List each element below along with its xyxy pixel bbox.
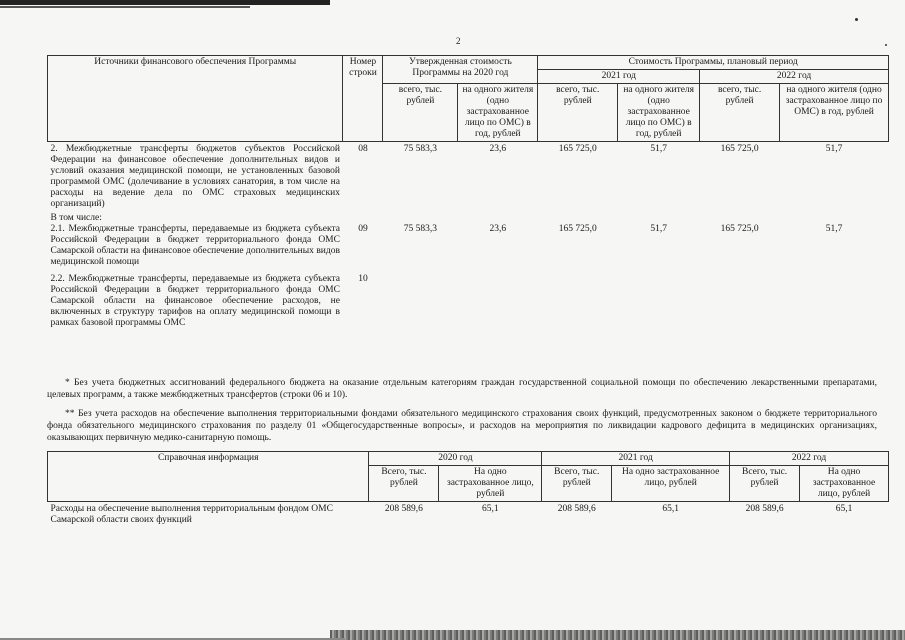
header-per-capita-2021: на одного жителя (одно застрахованное лицо по ОМС) в год, рублей: [618, 84, 700, 142]
cell-value: [538, 269, 618, 330]
header-total-2020: всего, тыс. рублей: [383, 84, 458, 142]
cell-value: 51,7: [825, 144, 843, 154]
header-total-2021: всего, тыс. рублей: [538, 84, 618, 142]
header-total-2022: всего, тыс. рублей: [700, 84, 780, 142]
cell-value: 165 725,0: [720, 144, 759, 154]
row-number: 09: [358, 224, 368, 234]
row-label: Расходы на обеспечение выполнения территориальным фондом ОМС Самарской области своих функций: [50, 504, 333, 525]
table-row: [48, 142, 889, 212]
header-approved-2020: Утвержденная стоимость Программы на 2020 год: [383, 56, 538, 84]
header-year-2020: 2020 год: [369, 452, 542, 466]
header-total: Всего, тыс. рублей: [369, 466, 439, 502]
cell-value: [618, 269, 700, 330]
cell-value: 65,1: [482, 504, 499, 514]
page-number: 2: [456, 36, 461, 46]
header-per-insured: На одно застрахованное лицо, рублей: [612, 466, 730, 502]
cell-value: 51,7: [825, 224, 843, 234]
header-planned-period: Стоимость Программы, плановый период: [538, 56, 889, 70]
cell-value: 165 725,0: [720, 224, 759, 234]
cell-value: 51,7: [650, 224, 667, 234]
program-cost-table: [47, 55, 889, 330]
footnote-2: ** Без учета расходов на обеспечение выполнения территориальными фондами обязательного медицинского страхования своих функций, предусмотренных законом о бюджете территориального фонда обязательного медицинского страхования по разделу 01 «Общегосударственные вопросы», и расходов на мероприятия по ликвидации кадрового дефицита в медицинских организациях, оказывающих первичную медико-санитарную помощь.: [47, 409, 877, 443]
cell-value: 75 583,3: [403, 144, 438, 154]
cell-value: [383, 269, 458, 330]
scan-speck: [855, 18, 858, 21]
cell-value: [700, 269, 780, 330]
scan-speck: [885, 44, 887, 46]
cell-value: 165 725,0: [558, 224, 597, 234]
cell-value: 65,1: [835, 504, 853, 514]
cell-value: 208 589,6: [384, 504, 423, 514]
row-label: 2. Межбюджетные трансферты бюджетов субъектов Российской Федерации на финансовое обеспечение дополнительных видов и условий оказания медицинской помощи, не установленных базовой программой ОМС (долечивание в условиях санатория, в том числе на расходы на ведение дела по ОМС страховых медицинских организаций): [50, 144, 340, 209]
row-label: 2.1. Межбюджетные трансферты, передаваемые из бюджета субъекта Российской Федерации в бюджет территориального фонда ОМС Самарской области на финансовое обеспечение дополнительных видов медицинской помощи: [50, 224, 340, 267]
cell-value: [458, 269, 538, 330]
header-reference-info: Справочная информация: [48, 452, 369, 502]
header-year-2021: 2021 год: [542, 452, 730, 466]
cell-value: 165 725,0: [558, 144, 597, 154]
cell-value: 23,6: [489, 144, 507, 154]
row-label: 2.2. Межбюджетные трансферты, передаваемые из бюджета субъекта Российской Федерации в бюджет территориального фонда ОМС Самарской области на финансовое обеспечение расходов, не включенных в структуру тарифов на оплату медицинской помощи в рамках базовой программы ОМС: [50, 274, 340, 328]
table-row: [48, 269, 889, 330]
header-per-capita-2022: на одного жителя (одно застрахованное лицо по ОМС) в год, рублей: [780, 84, 889, 142]
cell-value: [780, 269, 889, 330]
header-total: Всего, тыс. рублей: [730, 466, 800, 502]
header-sources: Источники финансового обеспечения Программы: [48, 56, 343, 142]
header-year-2021: 2021 год: [538, 70, 700, 84]
scan-artifact-bottom: [330, 630, 905, 640]
header-per-insured: На одно застрахованное лицо, рублей: [800, 466, 889, 502]
header-row-number: Номер строки: [343, 56, 383, 142]
cell-value: 75 583,3: [403, 224, 438, 234]
row-number: 08: [358, 144, 368, 154]
row-prefix: В том числе:: [50, 213, 102, 223]
cell-value: 208 589,6: [745, 504, 784, 514]
cell-value: 23,6: [489, 224, 507, 234]
cell-value: 208 589,6: [557, 504, 596, 514]
reference-info-table: [47, 451, 889, 527]
table-row: [48, 502, 889, 528]
scan-artifact-top: [0, 0, 330, 5]
header-year-2022: 2022 год: [700, 70, 889, 84]
scan-artifact-top-thin: [0, 6, 250, 8]
header-per-insured: На одно застрахованное лицо, рублей: [439, 466, 542, 502]
cell-value: 51,7: [650, 144, 667, 154]
row-number: 10: [358, 274, 368, 284]
footnote-1: * Без учета бюджетных ассигнований федерального бюджета на оказание отдельным категориям граждан государственной социальной помощи по обеспечению лекарственными препаратами, целевых программ, а также межбюджетных трансфертов (строки 06 и 10).: [47, 378, 877, 400]
cell-value: 65,1: [662, 504, 679, 514]
header-per-capita-2020: на одного жителя (одно застрахованное лицо по ОМС) в год, рублей: [458, 84, 538, 142]
header-total: Всего, тыс. рублей: [542, 466, 612, 502]
table-row: [48, 211, 889, 269]
header-year-2022: 2022 год: [730, 452, 889, 466]
